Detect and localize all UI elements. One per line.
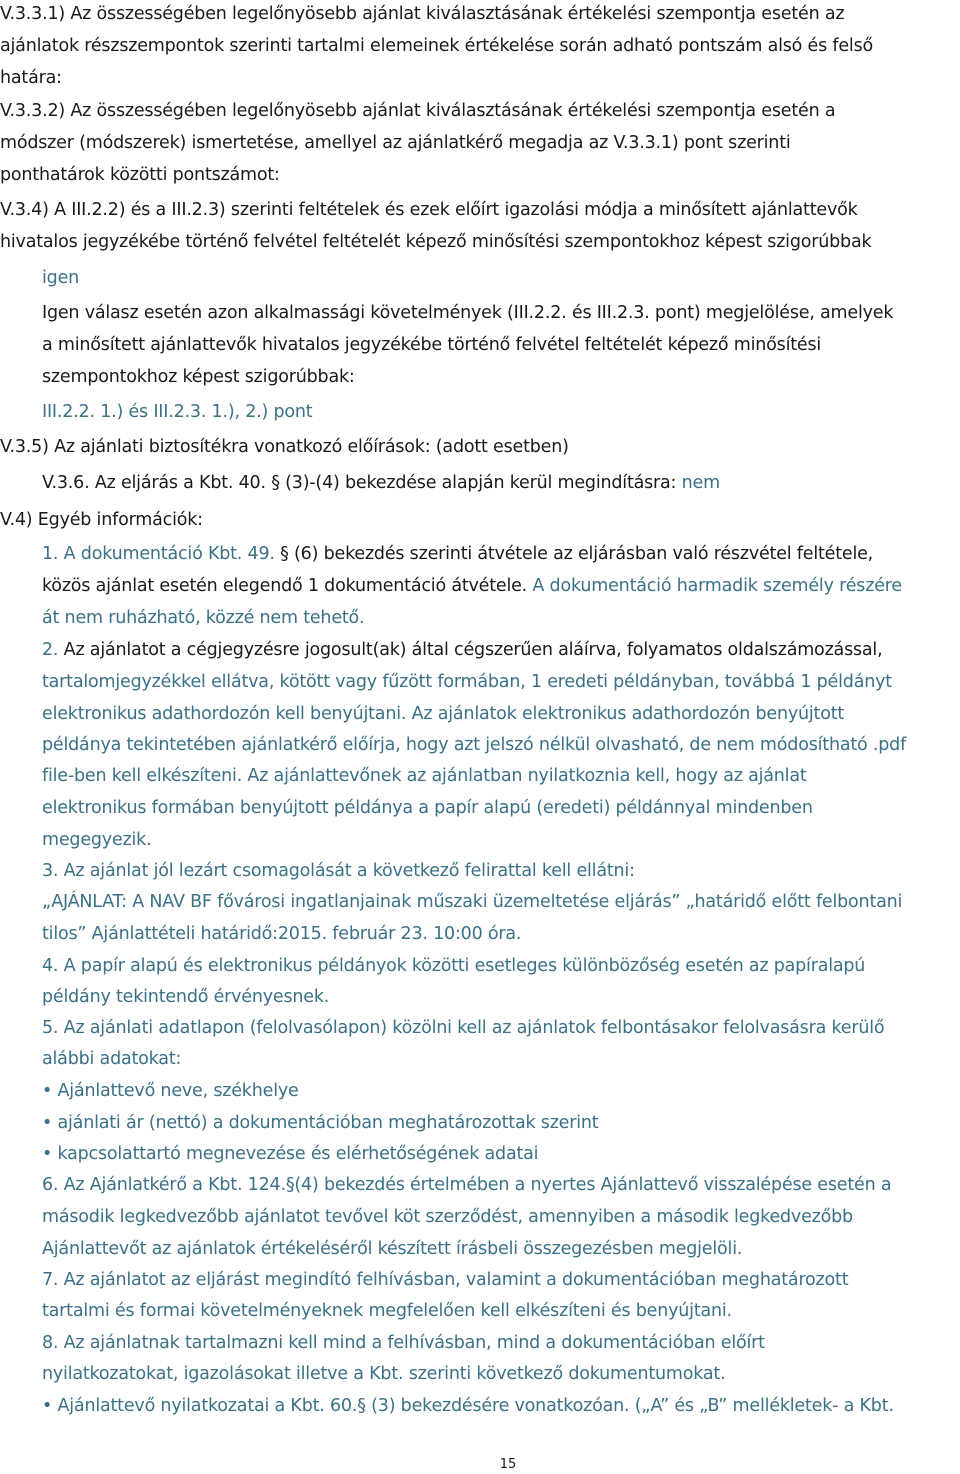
section-v34-sub-line: Igen válasz esetén azon alkalmassági követelmények (III.2.2. és III.2.3. pont) megjelölése, amelyek (42, 303, 894, 323)
info-bullet: • Ajánlattevő neve, székhelye (42, 1081, 299, 1101)
section-v34-line: hivatalos jegyzékébe történő felvétel feltételét képező minősítési szempontokhoz képest szigorúbbak (0, 232, 872, 252)
info-line (42, 574, 902, 598)
info-line: át nem ruházható, közzé nem tehető. (42, 608, 365, 628)
info-item-2-text: Az ajánlatot a cégjegyzésre jogosult(ak) által cégszerűen aláírva, folyamatos oldalszámozással, (63, 640, 883, 660)
info-line: tilos” Ajánlattételi határidő:2015. február 23. 10:00 óra. (42, 924, 522, 944)
section-v36-label: V.3.6. Az eljárás a Kbt. 40. § (3)-(4) bekezdése alapján kerül megindításra: (42, 473, 677, 493)
section-v34-sub-line: szempontokhoz képest szigorúbbak: (42, 367, 355, 387)
info-item-1-start: 1. A dokumentáció Kbt. 49. (42, 544, 275, 564)
info-line: tartalomjegyzékkel ellátva, kötött vagy fűzött formában, 1 eredeti példányban, továbbá 1 példányt (42, 672, 892, 692)
info-bullet: • Ajánlattevő nyilatkozatai a Kbt. 60.§ (3) bekezdésére vonatkozóan. („A” és „B” mellékletek- a Kbt. (42, 1396, 894, 1416)
info-line: 7. Az ajánlatot az eljárást megindító felhívásban, valamint a dokumentációban meghatározott (42, 1270, 849, 1290)
info-bullet: • ajánlati ár (nettó) a dokumentációban meghatározottak szerint (42, 1113, 599, 1133)
info-line: elektronikus formában benyújtott példánya a papír alapú (eredeti) példánnyal mindenben (42, 798, 813, 818)
section-v35-line: V.3.5) Az ajánlati biztosítékra vonatkozó előírások: (adott esetben) (0, 437, 569, 457)
section-v331-line: V.3.3.1) Az összességében legelőnyösebb ajánlat kiválasztásának értékelési szempontja esetén az (0, 4, 845, 24)
section-v331-line: határa: (0, 68, 62, 88)
info-line: 6. Az Ajánlatkérő a Kbt. 124.§(4) bekezdés értelmében a nyertes Ajánlattevő visszalépése esetén a (42, 1175, 892, 1195)
info-line: 5. Az ajánlati adatlapon (felolvasólapon) közölni kell az ajánlatok felbontásakor felolvasásra kerülő (42, 1018, 885, 1038)
section-v34-answer: igen (42, 268, 80, 288)
info-line (42, 542, 873, 566)
info-item-1-rest: § (6) bekezdés szerinti átvétele az eljárásban való részvétel feltétele, (280, 544, 874, 564)
info-line: 8. Az ajánlatnak tartalmazni kell mind a felhívásban, mind a dokumentációban előírt (42, 1333, 765, 1353)
section-v332-line: módszer (módszerek) ismertetése, amellyel az ajánlatkérő megadja az V.3.3.1) pont szerinti (0, 133, 791, 153)
info-line: második legkedvezőbb ajánlatot tevővel köt szerződést, amennyiben a második legkedvezőbb (42, 1207, 853, 1227)
info-line: 4. A papír alapú és elektronikus példányok közötti esetleges különbözőség esetén az papíralapú (42, 956, 866, 976)
page-number: 15 (499, 1457, 517, 1472)
section-v331-line: ajánlatok részszempontok szerinti tartalmi elemeinek értékelése során adható pontszám alsó és felső (0, 36, 874, 56)
section-v332-line: ponthatárok közötti pontszámot: (0, 165, 280, 185)
section-v34-sub-answer: III.2.2. 1.) és III.2.3. 1.), 2.) pont (42, 402, 313, 422)
info-line: „AJÁNLAT: A NAV BF fővárosi ingatlanjainak műszaki üzemeltetése eljárás” „határidő előtt felbontani (42, 892, 903, 912)
info-item-1-cont: közös ajánlat esetén elegendő 1 dokumentáció átvétele. (42, 576, 528, 596)
info-line: elektronikus adathordozón kell benyújtani. Az ajánlatok elektronikus adathordozón benyújtott (42, 704, 845, 724)
info-bullet: • kapcsolattartó megnevezése és elérhetőségének adatai (42, 1144, 539, 1164)
section-v4-heading: V.4) Egyéb információk: (0, 510, 203, 530)
info-line: alábbi adatokat: (42, 1049, 182, 1069)
info-line: Ajánlattevőt az ajánlatok értékeléséről készített írásbeli összegezésben megjelöli. (42, 1239, 743, 1259)
info-line: megegyezik. (42, 830, 152, 850)
section-v34-sub-line: a minősített ajánlattevők hivatalos jegyzékébe történő felvétel feltételét képező minősítési (42, 335, 822, 355)
section-v332-line: V.3.3.2) Az összességében legelőnyösebb ajánlat kiválasztásának értékelési szempontja esetén a (0, 101, 836, 121)
section-v36-answer: nem (681, 473, 720, 493)
info-line (42, 638, 882, 662)
info-line: példány tekintendő érvényesnek. (42, 987, 330, 1007)
info-line: file-ben kell elkészíteni. Az ajánlattevőnek az ajánlatban nyilatkoznia kell, hogy az ajánlat (42, 766, 807, 786)
info-line: példánya tekintetében ajánlatkérő előírja, hogy azt jelszó nélkül olvasható, de nem módosítható .pdf (42, 735, 907, 755)
info-item-2-num: 2. (42, 640, 59, 660)
section-v34-line: V.3.4) A III.2.2) és a III.2.3) szerinti feltételek és ezek előírt igazolási módja a minősített ajánlattevők (0, 200, 858, 220)
info-line: nyilatkozatokat, igazolásokat illetve a Kbt. szerinti következő dokumentumokat. (42, 1364, 726, 1384)
section-v36-line (42, 471, 720, 495)
info-item-1-cont-teal: A dokumentáció harmadik személy részére (532, 576, 902, 596)
info-line: tartalmi és formai követelményeknek megfelelően kell elkészíteni és benyújtani. (42, 1301, 732, 1321)
info-line: 3. Az ajánlat jól lezárt csomagolását a következő felirattal kell ellátni: (42, 861, 635, 881)
